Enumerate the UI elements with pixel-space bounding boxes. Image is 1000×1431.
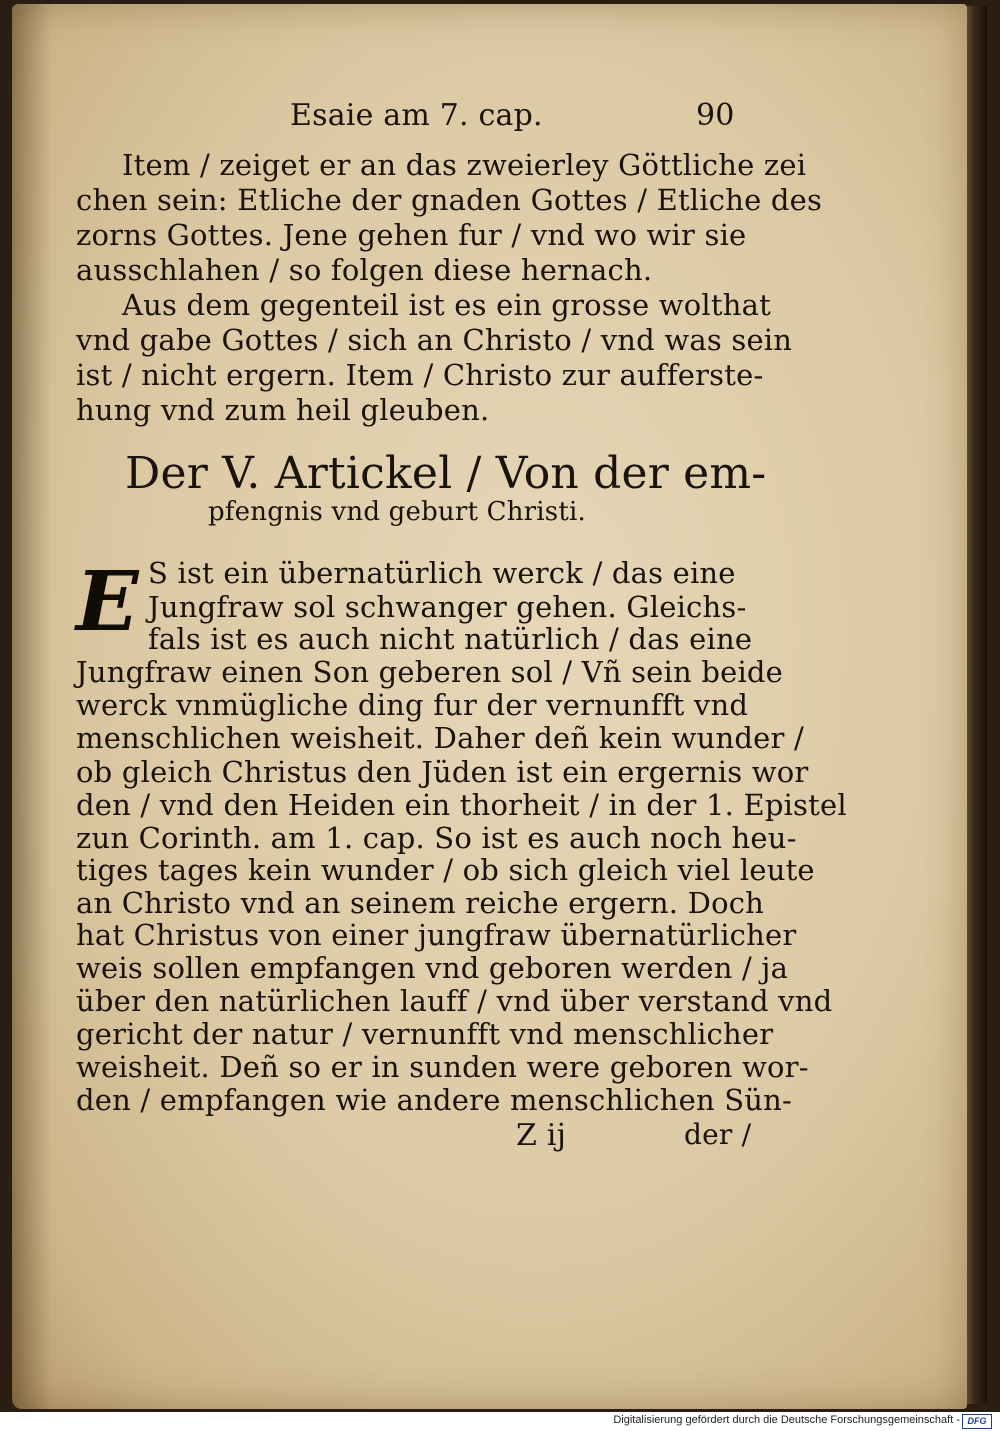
text-line: über den natürlichen lauff / vnd über verstand vnd [76,984,833,1018]
page-number: 90 [696,98,735,133]
gutter-shadow [12,4,52,1409]
text-line: S ist ein übernatürlich werck / das eine [148,556,736,590]
text-line: an Christo vnd an seinem reiche ergern. Doch [76,886,765,920]
text-line: tiges tages kein wunder / ob sich gleich viel leute [76,853,815,887]
text-line: zun Corinth. am 1. cap. So ist es auch noch heu- [76,821,797,855]
text-line: ausschlahen / so folgen diese hernach. [76,253,653,287]
text-line: Jungfraw einen Son geberen sol / Vñ sein beide [76,655,784,689]
digitization-credit: Digitalisierung gefördert durch die Deutsche Forschungsgemeinschaft - [613,1414,960,1426]
text-line: fals ist es auch nicht natürlich / das eine [148,622,753,656]
text-line: chen sein: Etliche der gnaden Gottes / Etliche des [76,183,823,217]
section-subtitle: pfengnis vnd geburt Christi. [208,497,586,527]
text-line: Aus dem gegenteil ist es ein grosse wolthat [122,288,771,322]
text-line: menschlichen weisheit. Daher deñ kein wunder / [76,721,804,755]
running-head: Esaie am 7. cap. [290,98,543,133]
text-line: Jungfraw sol schwanger gehen. Gleichs- [148,590,747,624]
text-line: Item / zeiget er an das zweierley Göttliche zei [122,148,807,182]
text-line: weisheit. Deñ so er in sunden were geboren wor- [76,1050,809,1084]
text-line: den / empfangen wie andere menschlichen Sün- [76,1083,793,1117]
signature-mark: Z ij [516,1118,567,1153]
text-line: gericht der natur / vernunfft vnd menschlicher [76,1017,774,1051]
text-line: ist / nicht ergern. Item / Christo zur aufferste- [76,358,764,392]
text-line: werck vnmügliche ding fur der vernunfft vnd [76,688,749,722]
text-line: vnd gabe Gottes / sich an Christo / vnd was sein [76,323,793,357]
text-line: hat Christus von einer jungfraw übernatürlicher [76,918,797,952]
text-line: ob gleich Christus den Jüden ist ein ergernis wor [76,755,809,789]
text-line: zorns Gottes. Jene gehen fur / vnd wo wir sie [76,218,747,252]
dropcap-initial: E [76,554,139,650]
catchword: der / [684,1118,752,1151]
dfg-logo-icon: DFG [962,1414,992,1429]
text-line: den / vnd den Heiden ein thorheit / in der 1. Epistel [76,788,847,822]
text-line: hung vnd zum heil gleuben. [76,393,490,427]
section-title: Der V. Artickel / Von der em- [125,448,767,499]
text-line: weis sollen empfangen vnd geboren werden / ja [76,951,789,985]
